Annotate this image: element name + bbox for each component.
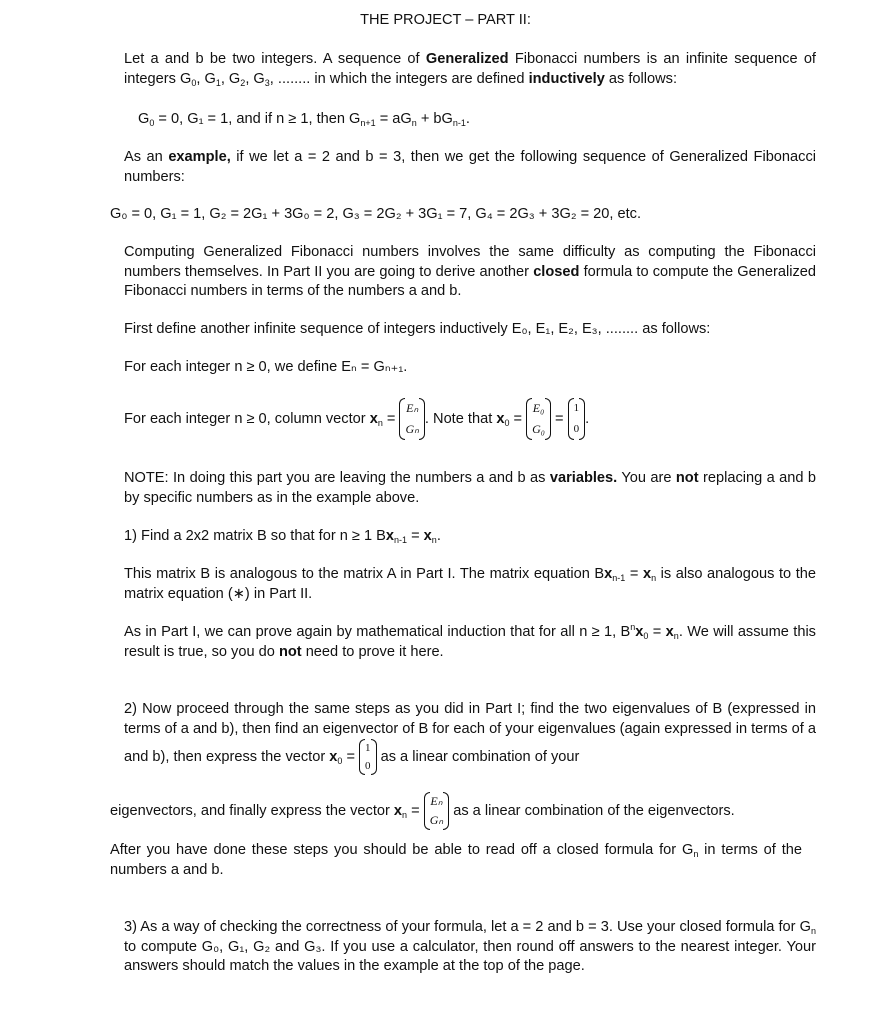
vector-xn-q2: Eₙ Gₙ	[424, 792, 449, 830]
definition-line: $G_0 = 0$, G₁ = 1, and if n ≥ 1, then $G_{n+1} = aG_n + bG_{n-1}$.	[138, 111, 470, 128]
vector-definition: For each integer n ≥ 0, column vector $x_n$ = Eₙ Gₙ . Note that $x_0$ = E₀ G₀ = 1 0 .	[110, 393, 816, 445]
e-definition: For each integer n ≥ 0, we define Eₙ = Gₙ₊₁.	[124, 359, 408, 375]
vector-xn: Eₙ Gₙ	[399, 398, 424, 440]
vector-x0-symbolic: E₀ G₀	[526, 398, 551, 440]
intro-paragraph: Let a and b be two integers. A sequence of Generalized Fibonacci numbers is an infinite sequence of integers $G_0$, $G_1$, $G_2$, $G_3$, ........ in which the integers are defined inductively as follows:	[124, 51, 816, 88]
page-title: THE PROJECT – PART II:	[360, 12, 531, 28]
example-paragraph: As an example, if we let a = 2 and b = 3, then we get the following sequence of Generalized Fibonacci numbers:	[124, 149, 816, 185]
vector-x0-value: 1 0	[568, 398, 586, 440]
induction-paragraph: As in Part I, we can prove again by mathematical induction that for all n ≥ 1, $B^nx_0 = x_n$. We will assume this result is true, so you do not need to prove it here.	[124, 622, 816, 660]
analogous-paragraph: This matrix B is analogous to the matrix A in Part I. The matrix equation $Bx_{n-1} = x_n$ is also analogous to the matrix equation (∗) in Part II.	[124, 566, 816, 602]
question-2-continued: eigenvectors, and finally express the vector $x_n$ = Eₙ Gₙ as a linear combination of the eigenvectors.	[110, 788, 802, 834]
define-e-sequence: First define another infinite sequence of integers inductively E₀, E₁, E₂, E₃, ........ as follows:	[124, 321, 711, 337]
computing-paragraph: Computing Generalized Fibonacci numbers involves the same difficulty as computing the Fibonacci numbers themselves. In Part II you are going to derive another closed formula to compute the Generalized Fibonacci numbers in terms of the numbers a and b.	[124, 244, 816, 299]
example-sequence: G₀ = 0, G₁ = 1, G₂ = 2G₁ + 3G₀ = 2, G₃ = 2G₂ + 3G₁ = 7, G₄ = 2G₃ + 3G₂ = 20, etc.	[110, 206, 642, 222]
question-2-closing: After you have done these steps you should be able to read off a closed formula for $G_n$ in terms of the numbers a and b.	[110, 842, 802, 878]
note-paragraph: NOTE: In doing this part you are leaving the numbers a and b as variables. You are not replacing a and b by specific numbers as in the example above.	[124, 470, 817, 506]
question-3: 3) As a way of checking the correctness of your formula, let a = 2 and b = 3. Use your closed formula for $G_n$ to compute G₀, G₁, G₂ and G₃. If you use a calculator, then round off answers to the nearest integer. Your answers should match the values in the example at the top of the page.	[124, 919, 816, 974]
vector-x0-q2: 1 0	[359, 739, 377, 775]
question-1: 1) Find a 2x2 matrix B so that for n ≥ 1 $Bx_{n-1} = x_n$.	[124, 528, 441, 545]
question-2: 2) Now proceed through the same steps as you did in Part I; find the two eigenvalues of B (expressed in terms of a and b), then find an eigenvector of B for each of your eigenvalues (again expressed in terms of a and b), then express the vector $x_0$ = 1 0 as a linear combination of your	[110, 700, 816, 775]
